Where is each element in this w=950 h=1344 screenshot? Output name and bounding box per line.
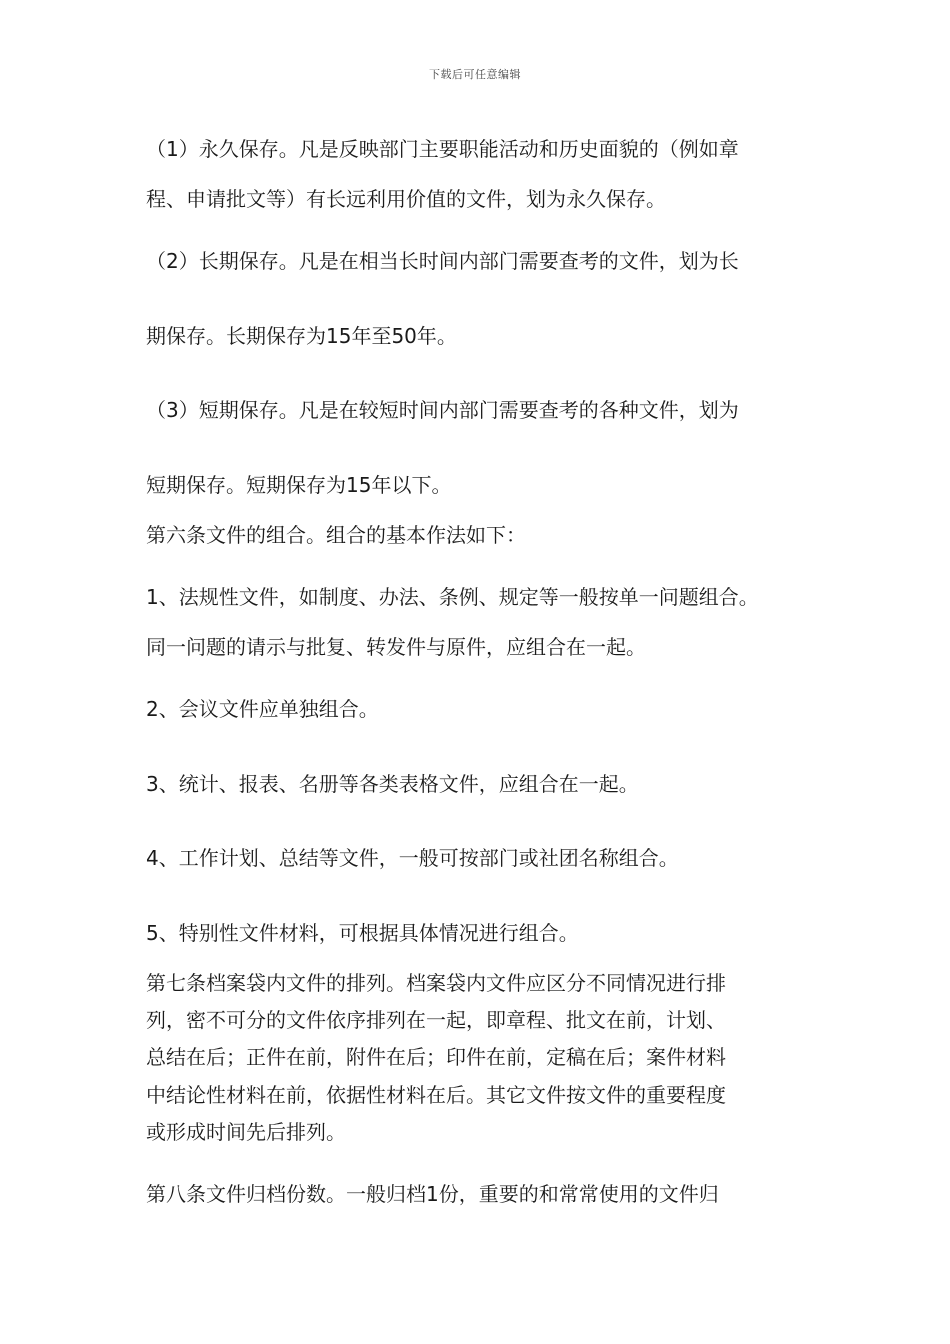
text-line: 程、申请批文等）有长远利用价值的文件，划为永久保存。: [146, 187, 666, 211]
text-line: 3、统计、报表、名册等各类表格文件，应组合在一起。: [146, 772, 639, 796]
text-line: 第七条档案袋内文件的排列。档案袋内文件应区分不同情况进行排: [146, 971, 726, 995]
text-line: （2）长期保存。凡是在相当长时间内部门需要查考的文件，划为长: [146, 249, 739, 273]
text-line: 第八条文件归档份数。一般归档1份，重要的和常常使用的文件归: [146, 1182, 719, 1206]
text-line: 中结论性材料在前，依据性材料在后。其它文件按文件的重要程度: [146, 1083, 726, 1107]
text-line: 第六条文件的组合。组合的基本作法如下：: [146, 523, 526, 547]
header-note: 下载后可任意编辑: [429, 68, 521, 81]
text-line: 短期保存。短期保存为15年以下。: [146, 473, 452, 497]
text-line: 同一问题的请示与批复、转发件与原件，应组合在一起。: [146, 635, 646, 659]
text-line: 5、特别性文件材料，可根据具体情况进行组合。: [146, 921, 579, 945]
text-line: 总结在后；正件在前，附件在后；印件在前，定稿在后；案件材料: [146, 1045, 726, 1069]
text-line: （3）短期保存。凡是在较短时间内部门需要查考的各种文件，划为: [146, 398, 739, 422]
text-line: （1）永久保存。凡是反映部门主要职能活动和历史面貌的（例如章: [146, 137, 739, 161]
text-line: 1、法规性文件，如制度、办法、条例、规定等一般按单一问题组合。: [146, 585, 759, 609]
text-line: 列，密不可分的文件依序排列在一起，即章程、批文在前，计划、: [146, 1008, 726, 1032]
text-line: 或形成时间先后排列。: [146, 1120, 346, 1144]
text-line: 2、会议文件应单独组合。: [146, 697, 379, 721]
text-line: 4、工作计划、总结等文件，一般可按部门或社团名称组合。: [146, 846, 679, 870]
text-line: 期保存。长期保存为15年至50年。: [146, 324, 457, 348]
